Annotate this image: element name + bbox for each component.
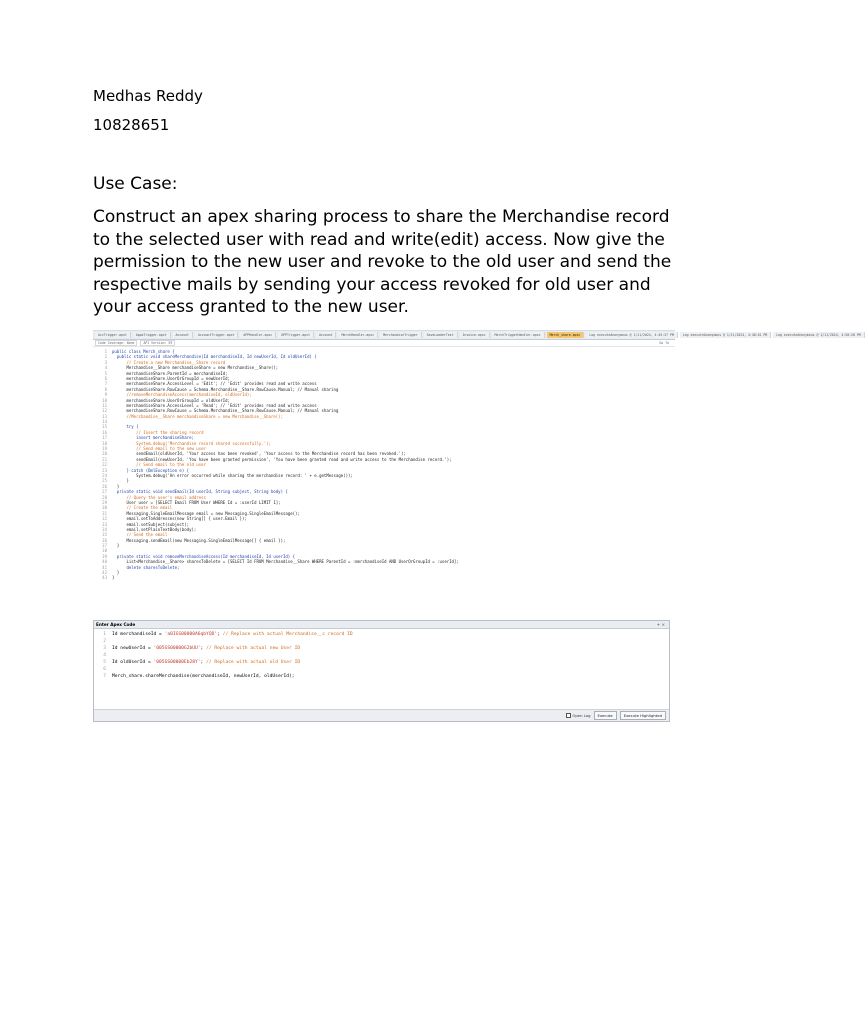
apex-code-line	[94, 631, 669, 638]
editor-tab[interactable]: Log executeAnonymous @ 1/11/2024, 4:45:37 PM	[586, 332, 677, 338]
line-number: 7	[103, 674, 106, 679]
code-comment: // Replace with actual old User ID	[206, 660, 301, 665]
code-text: merchandiseShare.AccessLevel = 'Edit'; // 'Edit' provides read and write access	[112, 381, 317, 387]
editor-tab[interactable]: AccountTrigger.apxt	[195, 332, 238, 338]
line-number: 34	[102, 526, 107, 532]
apex-code-line	[94, 673, 669, 680]
open-log-checkbox[interactable]	[566, 713, 590, 718]
line-number: 36	[102, 537, 107, 543]
code-text: }	[112, 483, 120, 489]
line-number: 22	[102, 462, 107, 468]
editor-tab[interactable]: OPPTrigger.apxt	[278, 332, 314, 338]
line-number: 35	[102, 532, 107, 538]
editor-tab[interactable]: Log executeAnonymous @ 1/11/2024, 4:50:28 PM	[773, 332, 864, 338]
apex-window-footer	[94, 709, 669, 721]
apex-code-line	[94, 645, 669, 652]
line-number: 21	[102, 456, 107, 462]
code-punctuation: ;	[200, 660, 207, 665]
code-text: Merchandise__Share merchandiseShare = new Merchandise__Share();	[112, 365, 279, 371]
code-text: email.setSubject(subject);	[112, 521, 190, 527]
line-number: 24	[102, 472, 107, 478]
string-literal: '005GS00000Eb28Y'	[153, 660, 201, 665]
apex-code-input[interactable]	[94, 629, 669, 709]
code-comment: // Replace with actual new User ID	[206, 646, 301, 651]
code-text: Id newUserId =	[112, 646, 154, 651]
editor-tab[interactable]: Log executeAnonymous @ 1/11/2024, 4:48:01 PM	[680, 332, 771, 338]
code-text: System.debug('Merchandise record shared successfully.');	[112, 440, 271, 446]
apex-code-line	[94, 638, 669, 645]
code-text: }	[112, 543, 120, 549]
code-text: merchandiseShare.UserOrGroupId = newUserId;	[112, 375, 231, 381]
code-coverage-select[interactable]: Code Coverage: None	[95, 340, 137, 346]
open-log-label: Open Log	[572, 713, 591, 718]
code-text: delete sharesToDelete;	[112, 564, 180, 570]
apex-code-line	[94, 659, 669, 666]
code-line	[93, 575, 675, 580]
execute-highlighted-button[interactable]: Execute Highlighted	[620, 711, 666, 720]
line-number: 10	[102, 397, 107, 403]
editor-tab-bar	[93, 331, 861, 340]
line-number: 16	[102, 429, 107, 435]
line-number: 30	[102, 505, 107, 511]
execute-button[interactable]: Execute	[594, 711, 617, 720]
code-text: } catch (DmlException e) {	[112, 467, 190, 473]
code-text: Id merchandiseId =	[112, 632, 165, 637]
editor-tab[interactable]: MerchandiseTrigger	[380, 332, 422, 338]
code-text: // Send email to the new user	[112, 446, 206, 452]
line-number: 14	[102, 419, 107, 425]
code-text: public class Merch_share {	[112, 349, 175, 354]
line-number: 19	[102, 446, 107, 452]
line-number: 33	[102, 521, 107, 527]
code-text: sendEmail(newUserId, 'You have been granted permission', 'You have been granted read and write access to the Merchandise record.');	[112, 456, 452, 462]
code-punctuation: ;	[217, 632, 223, 637]
window-controls[interactable]: + ×	[656, 622, 665, 627]
code-text: //removeMerchandiseAccess(merchandiseId, oldUserId);	[112, 392, 252, 398]
apex-code-line	[94, 666, 669, 673]
line-number: 2	[104, 354, 107, 360]
line-number: 41	[102, 564, 107, 570]
editor-tab[interactable]: MerchHandler.apxc	[338, 332, 378, 338]
editor-tab[interactable]: AccTrigger.apxt	[95, 332, 131, 338]
code-text: Messaging.SingleEmailMessage email = new Messaging.SingleEmailMessage();	[112, 510, 300, 516]
line-number: 27	[102, 489, 107, 495]
line-number: 3	[104, 359, 107, 365]
line-number: 4	[104, 365, 107, 371]
line-number: 5	[103, 660, 106, 665]
line-number: 38	[102, 548, 107, 554]
line-number: 13	[102, 413, 107, 419]
line-number: 4	[103, 653, 106, 658]
editor-tab[interactable]: Invoice.apxc	[460, 332, 490, 338]
code-text: merchandiseShare.RowCause = Schema.Merchandise__Share.RowCause.Manual; // Manual sharing	[112, 408, 339, 414]
editor-tab[interactable]: Account	[316, 332, 336, 338]
code-text: }	[112, 478, 129, 484]
code-text: }	[112, 570, 120, 576]
code-text: System.debug('An error occurred while sharing the merchandise record: ' + e.getMessage());	[112, 472, 353, 478]
line-number: 42	[102, 570, 107, 576]
code-text: private static void sendEmail(Id userId, String subject, String body) {	[112, 489, 288, 495]
string-literal: '005GS00000G2bUU'	[153, 646, 201, 651]
use-case-text: Construct an apex sharing process to share the Merchandise record to the selected user with read and write(edit) access. Now give the permission to the new user and revoke to the old user and send the respective mails by sending your access revoked for old user and your access granted to the new user.	[93, 207, 672, 318]
code-text: public static void shareMerchandise(Id merchandiseId, Id newUserId, Id oldUserId) {	[112, 354, 317, 360]
code-text: merchandiseShare.ParentId = merchandiseId;	[112, 370, 228, 376]
code-editor-screenshot	[93, 330, 861, 581]
line-number: 17	[102, 435, 107, 441]
line-number: 15	[102, 424, 107, 430]
line-number: 39	[102, 553, 107, 559]
line-number: 1	[103, 632, 106, 637]
line-number: 40	[102, 559, 107, 565]
use-case-heading: Use Case:	[93, 174, 178, 194]
line-number: 18	[102, 440, 107, 446]
line-number: 31	[102, 510, 107, 516]
code-text: // Send email to the old user	[112, 462, 206, 468]
line-number: 43	[102, 575, 107, 581]
code-text: email.setPlainTextBody(body);	[112, 526, 197, 532]
code-text: try {	[112, 424, 139, 430]
code-text: Merch_share.shareMerchandise(merchandiseId, newUserId, oldUserId);	[112, 674, 295, 679]
line-number: 5	[104, 370, 107, 376]
code-text: email.setToAddresses(new String[] { user.Email });	[112, 516, 247, 522]
editor-tab[interactable]: Merch_share.apxc	[547, 332, 585, 338]
line-number: 6	[104, 375, 107, 381]
code-text: merchandiseShare.AccessLevel = 'Read'; // 'Edit' provides read and write access	[112, 402, 317, 408]
code-punctuation: ;	[200, 646, 207, 651]
editor-tab[interactable]: Account	[173, 332, 193, 338]
code-text: Messaging.sendEmail(new Messaging.SingleEmailMessage[] { email });	[112, 537, 286, 543]
line-number: 32	[102, 516, 107, 522]
line-number: 9	[104, 392, 107, 398]
line-number: 25	[102, 478, 107, 484]
enter-apex-code-window	[93, 620, 670, 722]
line-number: 37	[102, 543, 107, 549]
code-text: sendEmail(oldUserId, 'Your access has been revoked', 'Your access to the Merchandise record has been revoked.');	[112, 451, 406, 457]
apex-code-line	[94, 652, 669, 659]
code-text: insert merchandiseShare;	[112, 435, 194, 441]
editor-tab[interactable]: SaveLoaderTest	[424, 332, 458, 338]
editor-tab[interactable]: OPPHandler.apxc	[240, 332, 276, 338]
editor-subbar	[93, 340, 675, 347]
api-version-select[interactable]: API Version: 59	[140, 340, 175, 346]
line-number: 23	[102, 467, 107, 473]
line-number: 2	[103, 639, 106, 644]
code-text: // Create the email	[112, 505, 173, 511]
editor-tab[interactable]: OppoTrigger.apxt	[133, 332, 171, 338]
code-comment: // Replace with actual Merchandise__c record ID	[222, 632, 353, 637]
line-number: 12	[102, 408, 107, 414]
line-number: 26	[102, 483, 107, 489]
line-number: 6	[103, 667, 106, 672]
code-text: private static void removeMerchandiseAccess(Id merchandiseId, Id userId) {	[112, 553, 296, 559]
line-number: 3	[103, 646, 106, 651]
string-literal: 'a0IGS00000A6qbYQD'	[164, 632, 218, 637]
line-number: 11	[102, 402, 107, 408]
line-number: 7	[104, 381, 107, 387]
apex-window-title-bar	[94, 621, 669, 629]
code-text: User user = [SELECT Email FROM User WHERE Id = :userId LIMIT 1];	[112, 499, 281, 505]
code-text: // Query the user's email address	[112, 494, 206, 500]
editor-tab[interactable]: MerchTriggerHandler.apxc	[492, 332, 545, 338]
line-number: 20	[102, 451, 107, 457]
code-text: merchandiseShare.RowCause = Schema.Merchandise__Share.RowCause.Manual; // Manual sharing	[112, 386, 339, 392]
code-text: Id oldUserId =	[112, 660, 154, 665]
code-text: }	[112, 575, 115, 581]
code-text: // Create a new Merchandise__Share record	[112, 359, 226, 365]
code-area[interactable]	[93, 347, 675, 581]
line-number: 1	[104, 349, 107, 354]
apex-window-title: Enter Apex Code	[96, 622, 136, 627]
code-text: List<Merchandise__Share> sharesToDelete = [SELECT Id FROM Merchandise__Share WHERE ParentId = :merchandiseId AND UserOrGroupId = :userId];	[112, 559, 459, 565]
checkbox-icon[interactable]	[566, 713, 571, 718]
goto-label[interactable]: Go To	[659, 341, 669, 345]
line-number: 8	[104, 386, 107, 392]
author-id: 10828651	[93, 116, 170, 134]
code-text: //Merchandise__Share merchandiseShare = new Merchandise__Share();	[112, 413, 283, 419]
code-text: merchandiseShare.UserOrGroupId = oldUserId;	[112, 397, 231, 403]
code-text: // Send the email	[112, 532, 168, 538]
author-name: Medhas Reddy	[93, 87, 203, 105]
code-text: // Insert the sharing record	[112, 429, 204, 435]
line-number: 29	[102, 499, 107, 505]
line-number: 28	[102, 494, 107, 500]
